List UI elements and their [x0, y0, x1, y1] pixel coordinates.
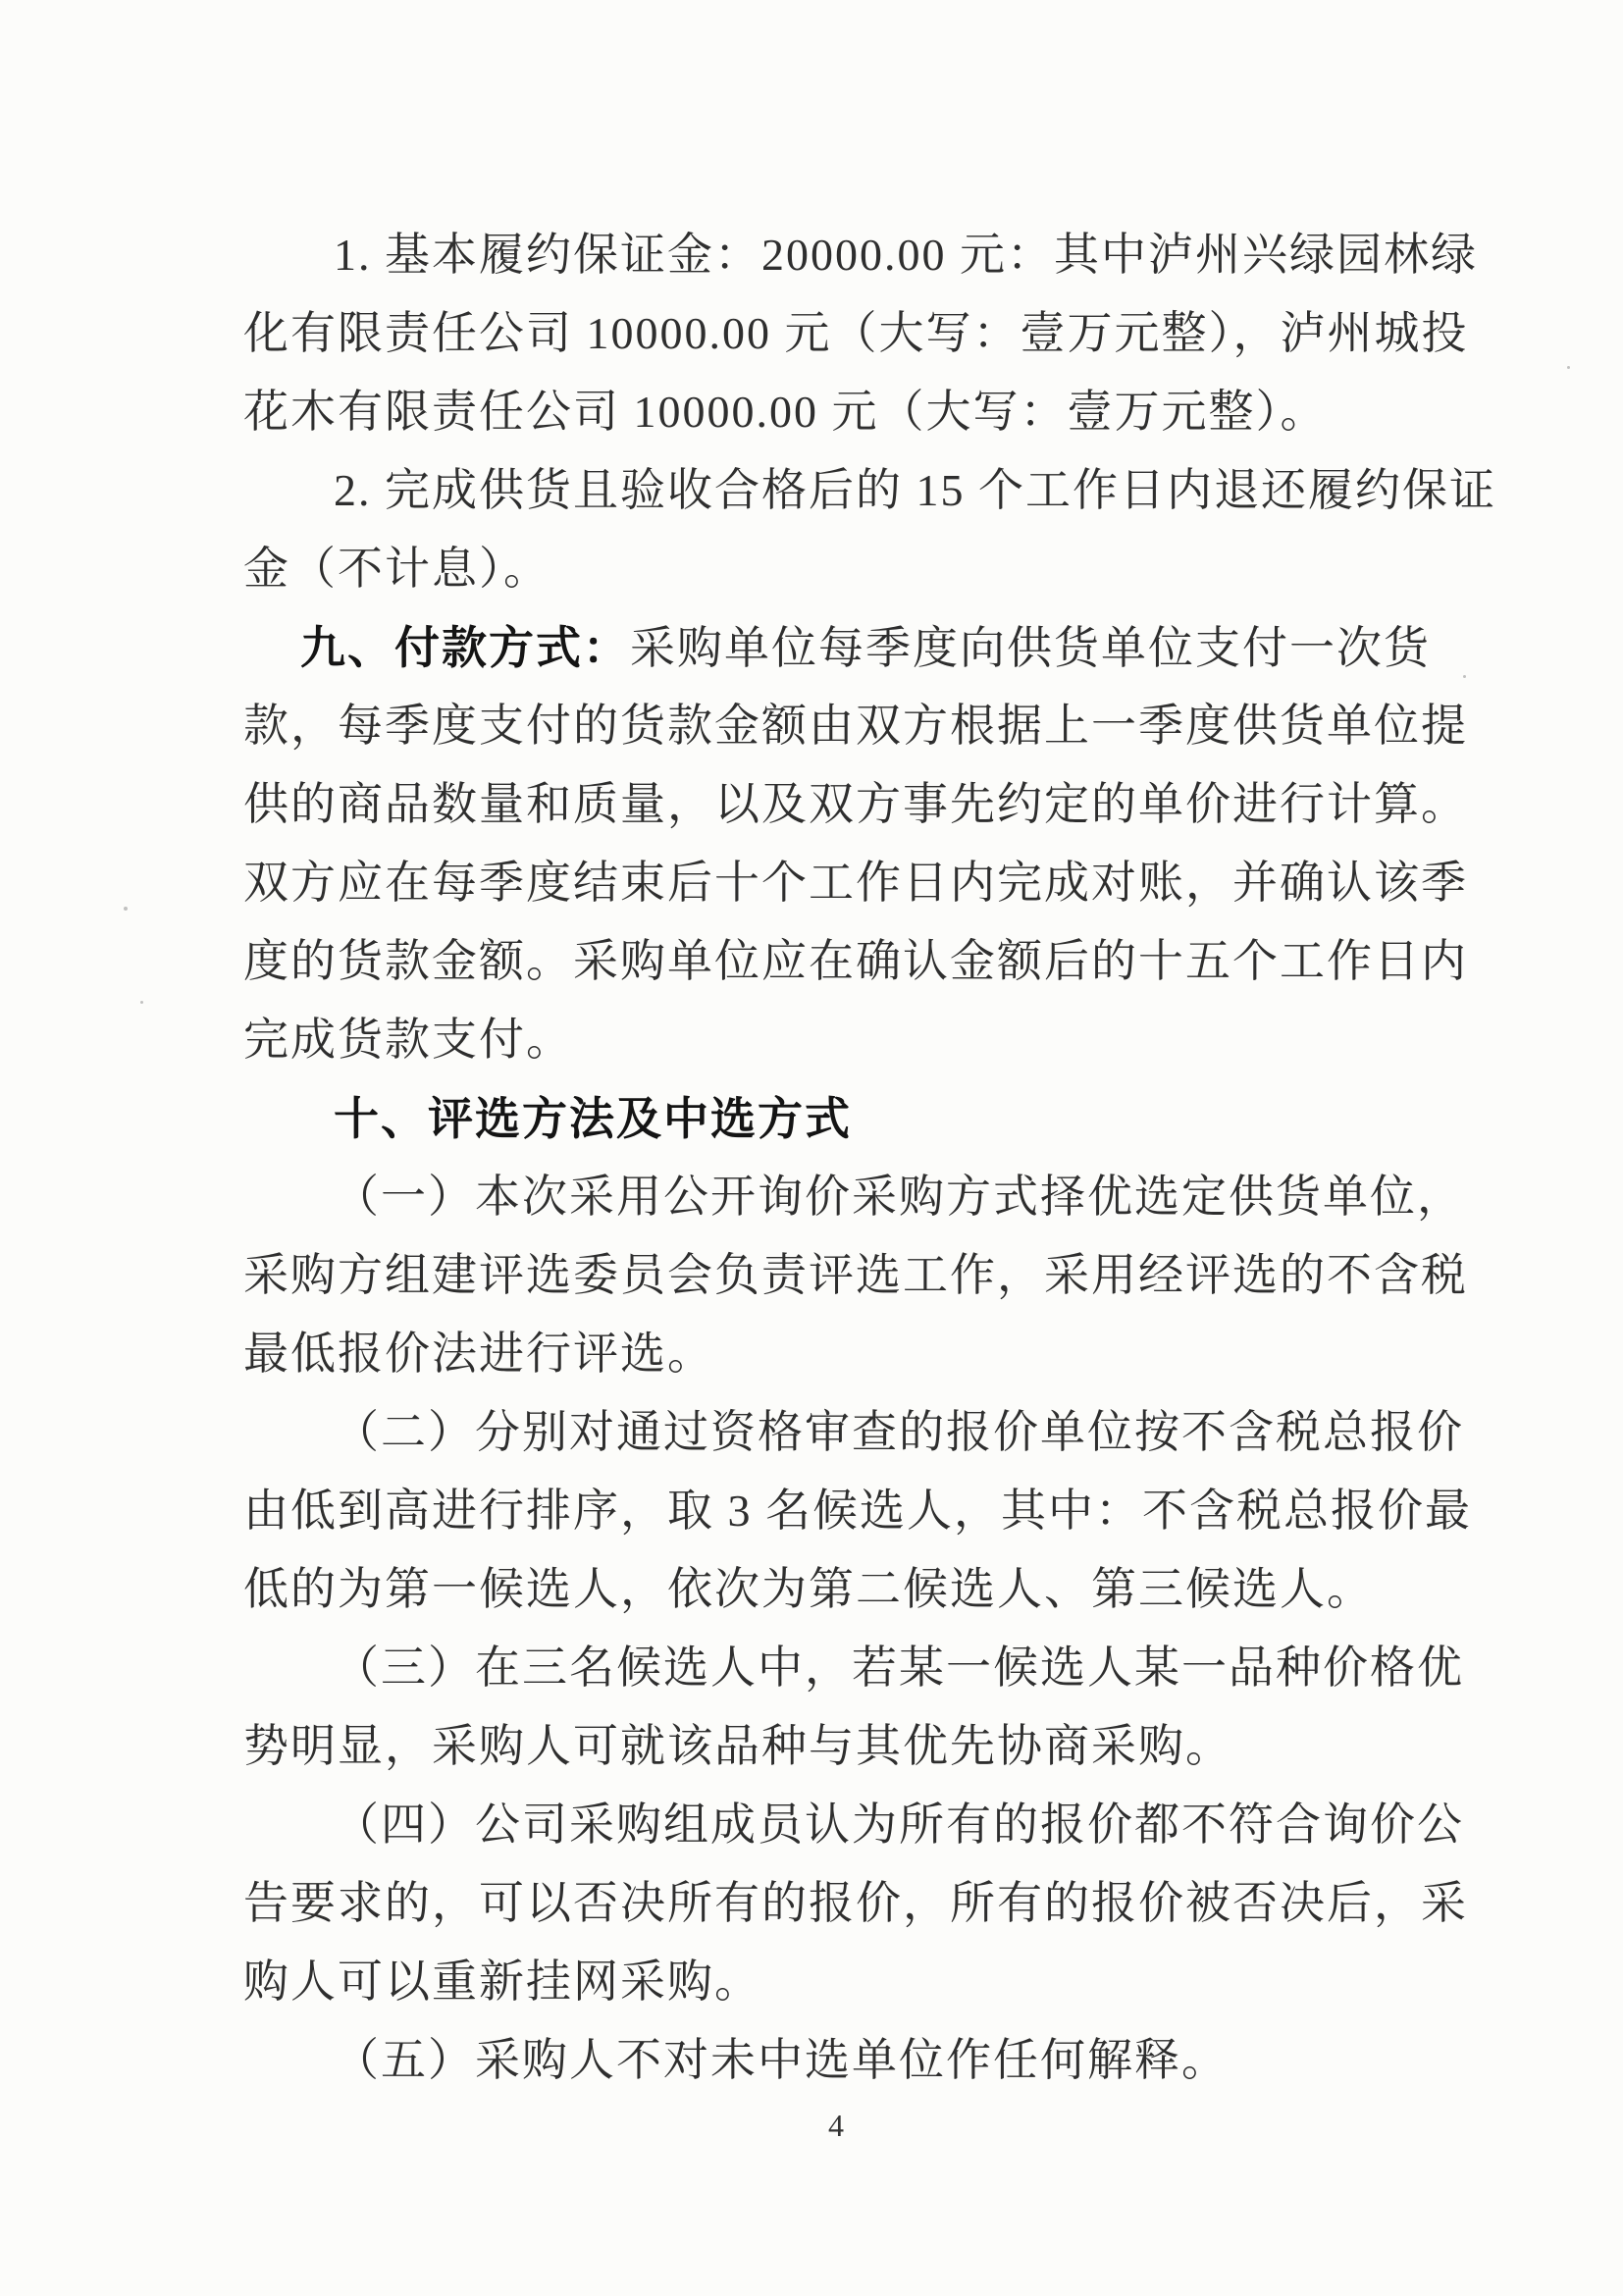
page-number: 4: [828, 2108, 844, 2143]
paragraph-line: （四）公司采购组成员认为所有的报价都不符合询价公: [334, 1800, 1464, 1850]
paragraph-line: 1. 基本履约保证金：20000.00 元：其中泸州兴绿园林绿: [334, 230, 1478, 280]
paragraph-line: 低的为第一候选人，依次为第二候选人、第三候选人。: [243, 1564, 1374, 1614]
document-body: [243, 216, 1496, 2100]
section-heading-payment: 九、付款方式：: [300, 622, 630, 673]
scan-speck: [124, 907, 128, 911]
paragraph-line: （三）在三名候选人中，若某一候选人某一品种价格优: [334, 1643, 1464, 1693]
paragraph-line: 势明显，采购人可就该品种与其优先协商采购。: [243, 1721, 1232, 1771]
paragraph-line: 款，每季度支付的货款金额由双方根据上一季度供货单位提: [243, 701, 1468, 751]
paragraph-line: 完成货款支付。: [243, 1015, 573, 1065]
paragraph-line: 购人可以重新挂网采购。: [243, 1957, 761, 2007]
paragraph-line: 金（不计息）。: [243, 544, 550, 594]
section-heading-selection: 十、评选方法及中选方式: [334, 1093, 852, 1144]
paragraph-line: 供的商品数量和质量，以及双方事先约定的单价进行计算。: [243, 779, 1468, 829]
paragraph-line: 花木有限责任公司 10000.00 元（大写：壹万元整）。: [243, 387, 1328, 437]
paragraph-line: 最低报价法进行评选。: [243, 1329, 714, 1379]
paragraph-line: 化有限责任公司 10000.00 元（大写：壹万元整），泸州城投: [243, 308, 1469, 358]
paragraph-line: 度的货款金额。采购单位应在确认金额后的十五个工作日内: [243, 936, 1468, 986]
paragraph-line: 由低到高进行排序，取 3 名候选人，其中：不含税总报价最: [243, 1486, 1472, 1536]
scan-speck: [1567, 366, 1570, 369]
paragraph-line: [243, 608, 1431, 687]
paragraph-line: 2. 完成供货且验收合格后的 15 个工作日内退还履约保证: [334, 465, 1496, 515]
scan-speck: [140, 1001, 143, 1004]
paragraph-line: （一）本次采用公开询价采购方式择优选定供货单位，: [334, 1172, 1464, 1222]
paragraph-line: 采购方组建评选委员会负责评选工作，采用经评选的不含税: [243, 1250, 1468, 1300]
paragraph-line: （二）分别对通过资格审查的报价单位按不含税总报价: [334, 1407, 1464, 1457]
scan-speck: [1463, 675, 1466, 678]
paragraph-line: 告要求的，可以否决所有的报价，所有的报价被否决后，采: [243, 1878, 1468, 1928]
paragraph-text: 采购单位每季度向供货单位支付一次货: [630, 623, 1431, 673]
paragraph-line: （五）采购人不对未中选单位作任何解释。: [334, 2035, 1229, 2085]
paragraph-line: 双方应在每季度结束后十个工作日内完成对账，并确认该季: [243, 858, 1468, 908]
